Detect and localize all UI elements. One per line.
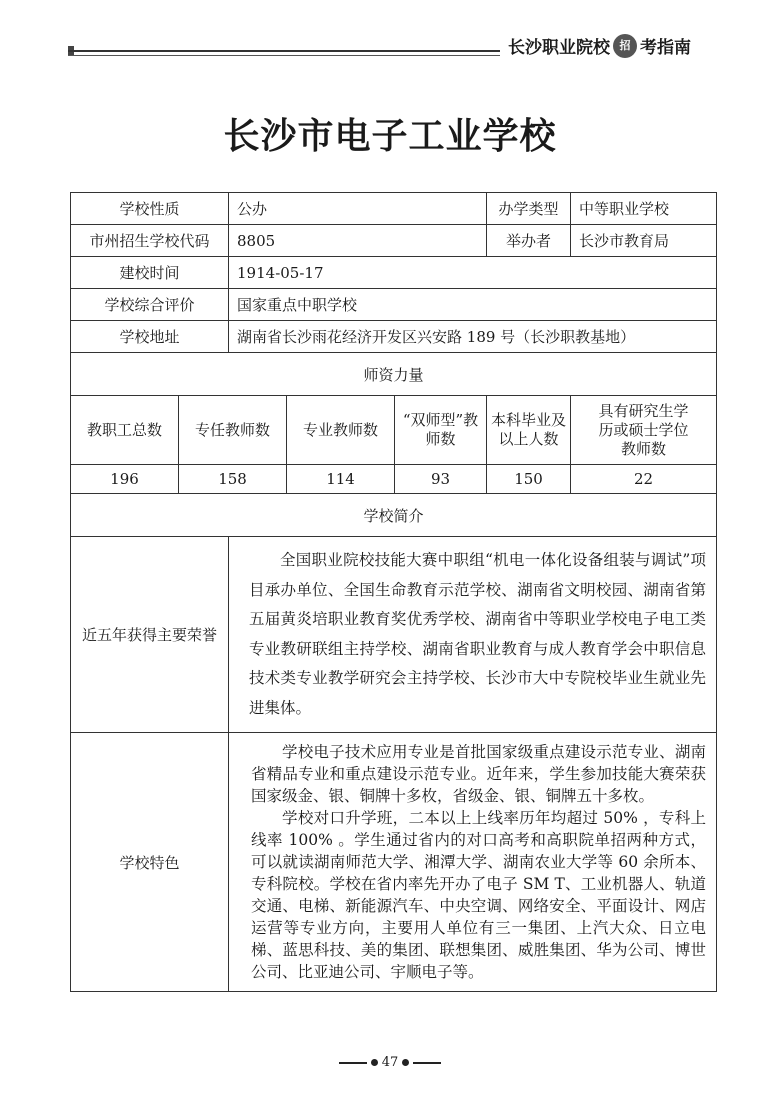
faculty-value: 93 (395, 465, 487, 494)
school-type-label: 办学类型 (487, 193, 571, 225)
footer-rule-left (339, 1062, 367, 1064)
table-row (71, 537, 717, 733)
faculty-header: “双师型”教师数 (395, 396, 487, 465)
address-value: 湖南省长沙雨花经济开发区兴安路 189 号（长沙职教基地） (229, 321, 717, 353)
page-title: 长沙市电子工业学校 (223, 116, 557, 157)
faculty-header: 专业教师数 (287, 396, 395, 465)
features-label: 学校特色 (71, 733, 229, 992)
organizer-value: 长沙市教育局 (571, 225, 717, 257)
page-footer (0, 1055, 780, 1070)
founded-value: 1914-05-17 (229, 257, 717, 289)
faculty-value: 22 (571, 465, 717, 494)
table-row (71, 257, 717, 289)
school-info-table (70, 192, 717, 992)
header-rule (68, 50, 500, 52)
address-label: 学校地址 (71, 321, 229, 353)
code-value: 8805 (229, 225, 487, 257)
features-text (229, 733, 717, 992)
school-type-value: 中等职业学校 (571, 193, 717, 225)
table-row (71, 289, 717, 321)
header-title (508, 33, 691, 60)
honors-label: 近五年获得主要荣誉 (71, 537, 229, 733)
faculty-value: 158 (179, 465, 287, 494)
footer-rule-right (413, 1062, 441, 1064)
faculty-value: 114 (287, 465, 395, 494)
table-row (71, 321, 717, 353)
rating-label: 学校综合评价 (71, 289, 229, 321)
header-rule-thin (68, 55, 500, 56)
school-nature-label: 学校性质 (71, 193, 229, 225)
faculty-header: 专任教师数 (179, 396, 287, 465)
organizer-label: 举办者 (487, 225, 571, 257)
table-row (71, 225, 717, 257)
table-row (71, 396, 717, 465)
code-label: 市州招生学校代码 (71, 225, 229, 257)
features-paragraph: 学校电子技术应用专业是首批国家级重点建设示范专业、湖南省精品专业和重点建设示范专业。近年来，学生参加技能大赛荣获国家级金、银、铜牌十多枚，省级金、银、铜牌五十多枚。 (251, 743, 707, 805)
header-title-right: 考指南 (640, 38, 691, 58)
table-row (71, 193, 717, 225)
founded-label: 建校时间 (71, 257, 229, 289)
faculty-header: 教职工总数 (71, 396, 179, 465)
table-row (71, 353, 717, 396)
table-row (71, 733, 717, 992)
running-header (68, 33, 708, 59)
header-title-left: 长沙职业院校 (508, 38, 610, 58)
faculty-header: 本科毕业及以上人数 (487, 396, 571, 465)
school-nature-value: 公办 (229, 193, 487, 225)
table-row (71, 494, 717, 537)
footer-dot-right (402, 1059, 409, 1066)
faculty-value: 196 (71, 465, 179, 494)
faculty-value: 150 (487, 465, 571, 494)
rating-value: 国家重点中职学校 (229, 289, 717, 321)
intro-section-title: 学校简介 (71, 494, 717, 537)
table-row (71, 465, 717, 494)
honors-text: 全国职业院校技能大赛中职组“机电一体化设备组装与调试”项目承办单位、全国生命教育示范学校、湖南省文明校园、湖南省第五届黄炎培职业教育奖优秀学校、湖南省中等职业学校电子电工类专业教研联组主持学校、湖南省职业教育与成人教育学会中职信息技术类专业教学研究会主持学校、长沙市大中专院校毕业生就业先进集体。 (229, 537, 717, 733)
page-number: 47 (381, 1055, 399, 1070)
faculty-header: 具有研究生学历或硕士学位教师数 (571, 396, 717, 465)
footer-dot-left (371, 1059, 378, 1066)
features-paragraph: 学校对口升学班，二本以上上线率历年均超过 50% ，专科上线率 100% 。学生通过省内的对口高考和高职院单招两种方式，可以就读湖南师范大学、湘潭大学、湖南农业大学等 60 余所本、专科院校。学校在省内率先开办了电子 SM T、工业机器人、轨道交通、电梯、新能源汽车、中央空调、网络安全、平面设计、网店运营等专业方向，主要用人单位有三一集团、上汽大众、日立电梯、蓝思科技、美的集团、联想集团、威胜集团、华为公司、博世公司、比亚迪公司、宇顺电子等。 (251, 809, 707, 981)
faculty-section-title: 师资力量 (71, 353, 717, 396)
emblem-icon: 招 (613, 34, 637, 58)
